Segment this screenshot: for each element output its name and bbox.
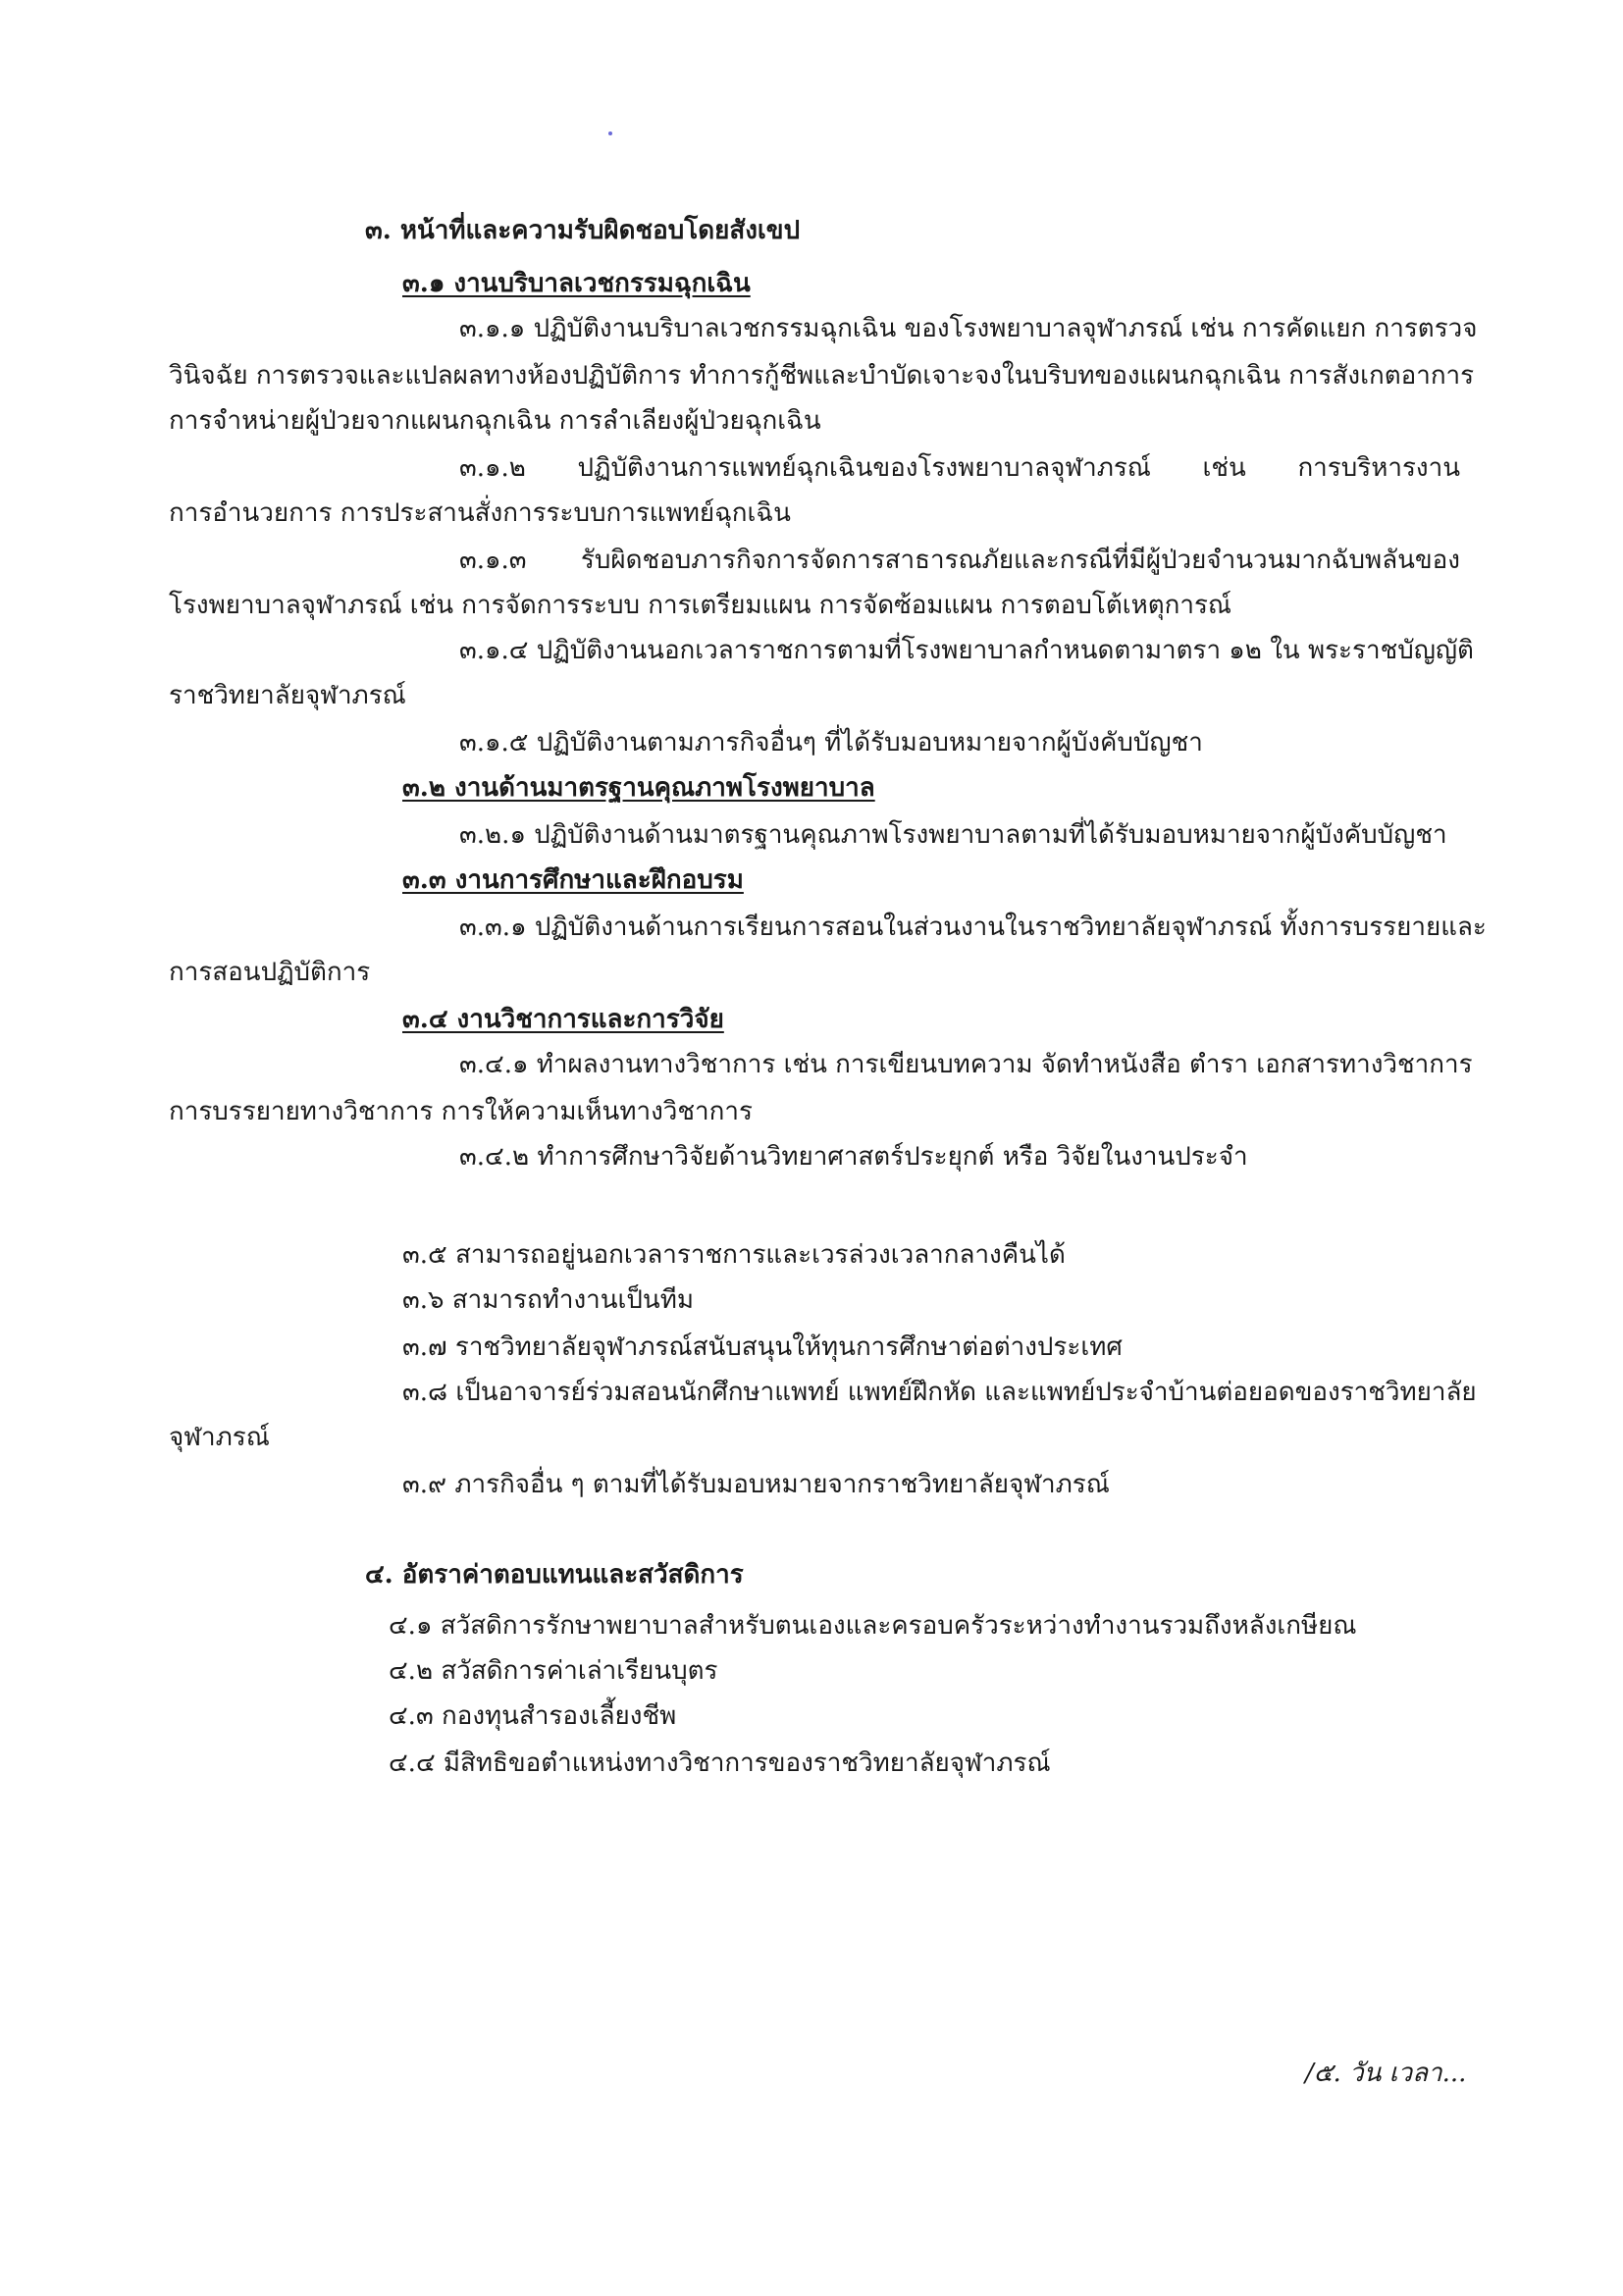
item-4-2: ๔.๒ สวัสดิการค่าเล่าเรียนบุตร [389,1656,718,1686]
item-3-1-1-line-2: วินิจฉัย การตรวจและแปลผลทางห้องปฏิบัติการ ทำการกู้ชีพและบำบัดเจาะจงในบริบทของแผนกฉุกเฉิน การสังเกตอาการ [169,361,1475,391]
item-3-1-2-line-2: การอำนวยการ การประสานสั่งการระบบการแพทย์ฉุกเฉิน [169,498,791,528]
subsection-3-4-title: ๓.๔ งานวิชาการและการวิจัย [402,1005,724,1034]
page-continuation: /๕. วัน เวลา... [1305,2059,1467,2088]
item-3-8-line-2: จุฬาภรณ์ [169,1423,270,1452]
item-4-3: ๔.๓ กองทุนสำรองเลี้ยงชีพ [389,1701,677,1731]
item-3-1-1-line-1: ๓.๑.๑ ปฏิบัติงานบริบาลเวชกรรมฉุกเฉิน ของโรงพยาบาลจุฬาภรณ์ เช่น การคัดแยก การตรวจ [459,314,1478,343]
item-3-4-1-line-2: การบรรยายทางวิชาการ การให้ความเห็นทางวิชาการ [169,1097,753,1126]
scan-mark [608,131,612,135]
item-3-1-3-line-1: ๓.๑.๓ รับผิดชอบภารกิจการจัดการสาธารณภัยและกรณีที่มีผู้ป่วยจำนวนมากฉับพลันของ [459,546,1460,575]
item-3-9: ๓.๙ ภารกิจอื่น ๆ ตามที่ได้รับมอบหมายจากราชวิทยาลัยจุฬาภรณ์ [402,1470,1110,1499]
item-3-7: ๓.๗ ราชวิทยาลัยจุฬาภรณ์สนับสนุนให้ทุนการศึกษาต่อต่างประเทศ [402,1332,1123,1362]
item-3-1-4-line-1: ๓.๑.๔ ปฏิบัติงานนอกเวลาราชการตามที่โรงพยาบาลกำหนดตามาตรา ๑๒ ใน พระราชบัญญัติ [459,636,1474,665]
subsection-3-2-title: ๓.๒ งานด้านมาตรฐานคุณภาพโรงพยาบาล [402,773,875,803]
item-3-6: ๓.๖ สามารถทำงานเป็นทีม [402,1285,694,1315]
item-3-4-1-line-1: ๓.๔.๑ ทำผลงานทางวิชาการ เช่น การเขียนบทความ จัดทำหนังสือ ตำรา เอกสารทางวิชาการ [459,1050,1473,1079]
item-3-1-2-line-1: ๓.๑.๒ ปฏิบัติงานการแพทย์ฉุกเฉินของโรงพยาบาลจุฬาภรณ์ เช่น การบริหารงาน [459,453,1460,483]
item-3-1-1-line-3: การจำหน่ายผู้ป่วยจากแผนกฉุกเฉิน การลำเลียงผู้ป่วยฉุกเฉิน [169,406,821,436]
subsection-3-1-title: ๓.๑ งานบริบาลเวชกรรมฉุกเฉิน [402,269,751,298]
section-3-heading: ๓. หน้าที่และความรับผิดชอบโดยสังเขป [365,216,801,245]
item-3-5: ๓.๕ สามารถอยู่นอกเวลาราชการและเวรล่วงเวลากลางคืนได้ [402,1240,1066,1270]
item-3-3-1-line-2: การสอนปฏิบัติการ [169,958,371,987]
item-3-8-line-1: ๓.๘ เป็นอาจารย์ร่วมสอนนักศึกษาแพทย์ แพทย์ฝึกหัด และแพทย์ประจำบ้านต่อยอดของราชวิทยาลัย [402,1378,1477,1407]
section-4-heading: ๔. อัตราค่าตอบแทนและสวัสดิการ [365,1560,744,1590]
subsection-3-3-title: ๓.๓ งานการศึกษาและฝึกอบรม [402,865,744,895]
item-4-1: ๔.๑ สวัสดิการรักษาพยาบาลสำหรับตนเองและครอบครัวระหว่างทำงานรวมถึงหลังเกษียณ [389,1611,1357,1641]
item-3-1-4-line-2: ราชวิทยาลัยจุฬาภรณ์ [169,681,406,710]
item-4-4: ๔.๔ มีสิทธิขอตำแหน่งทางวิชาการของราชวิทยาลัยจุฬาภรณ์ [389,1748,1051,1778]
item-3-1-5: ๓.๑.๕ ปฏิบัติงานตามภารกิจอื่นๆ ที่ได้รับมอบหมายจากผู้บังคับบัญชา [459,728,1203,757]
item-3-2-1: ๓.๒.๑ ปฏิบัติงานด้านมาตรฐานคุณภาพโรงพยาบาลตามที่ได้รับมอบหมายจากผู้บังคับบัญชา [459,820,1447,850]
item-3-4-2: ๓.๔.๒ ทำการศึกษาวิจัยด้านวิทยาศาสตร์ประยุกต์ หรือ วิจัยในงานประจำ [459,1142,1248,1172]
item-3-1-3-line-2: โรงพยาบาลจุฬาภรณ์ เช่น การจัดการระบบ การเตรียมแผน การจัดซ้อมแผน การตอบโต้เหตุการณ์ [169,591,1232,620]
item-3-3-1-line-1: ๓.๓.๑ ปฏิบัติงานด้านการเรียนการสอนในส่วนงานในราชวิทยาลัยจุฬาภรณ์ ทั้งการบรรยายและ [459,913,1487,942]
